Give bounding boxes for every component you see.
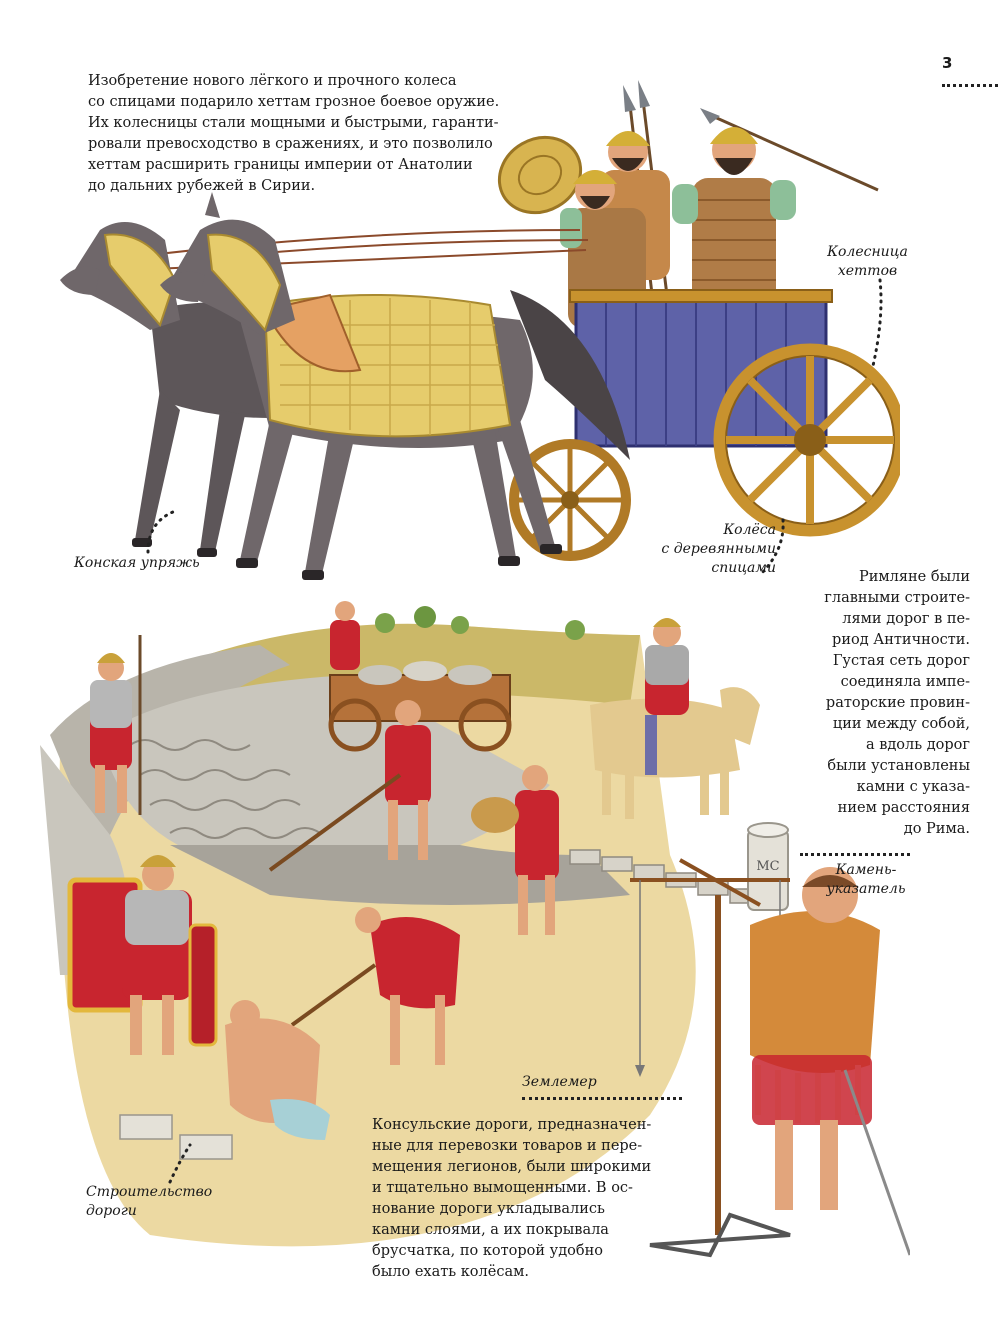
milestone-caption: Камень- указатель xyxy=(826,862,906,897)
page-number: 3 xyxy=(942,54,953,72)
surveyor-caption: Землемер xyxy=(522,1074,597,1090)
harness-caption: Конская упряжь xyxy=(74,555,200,571)
consular-roads-paragraph: Консульские дороги, предназначен- ные для перевозки товаров и пере- мещения легионов, были широкими и тщательно вымощенными. В ос- нование дороги укладывались камни слоями, а их покрывала брусчатка, по которой удобно было ехать колёсам. xyxy=(372,1117,652,1280)
milestone-inscription: MC xyxy=(756,859,780,874)
chariot-caption: Колесница хеттов xyxy=(827,244,908,279)
romans-paragraph: Римляне были главными строите- лями дорог в пе- риод Античности. Густая сеть дорог соединяла импе- раторские провин- ции между собой, а вдоль дорог были установлены камни с указа- нием расстояния до Рима. xyxy=(824,569,970,837)
road-building-caption: Строительство дороги xyxy=(86,1184,213,1219)
intro-paragraph: Изобретение нового лёгкого и прочного колеса со спицами подарило хеттам грозное боевое оружие. Их колесницы стали мощными и быстрыми, гаранти- ровали превосходство в сражениях, и это позволило хеттам расширить границы империи от Анатолии до дальних рубежей в Сирии. xyxy=(88,73,500,194)
harness-caption-leader xyxy=(138,500,198,560)
page-number-rule xyxy=(942,84,998,87)
wheels-caption: Колёса с деревянными спицами xyxy=(661,522,776,576)
milestone-caption-leader xyxy=(800,853,910,856)
chariot-caption-leader xyxy=(862,280,902,400)
surveyor-caption-leader xyxy=(522,1097,682,1100)
